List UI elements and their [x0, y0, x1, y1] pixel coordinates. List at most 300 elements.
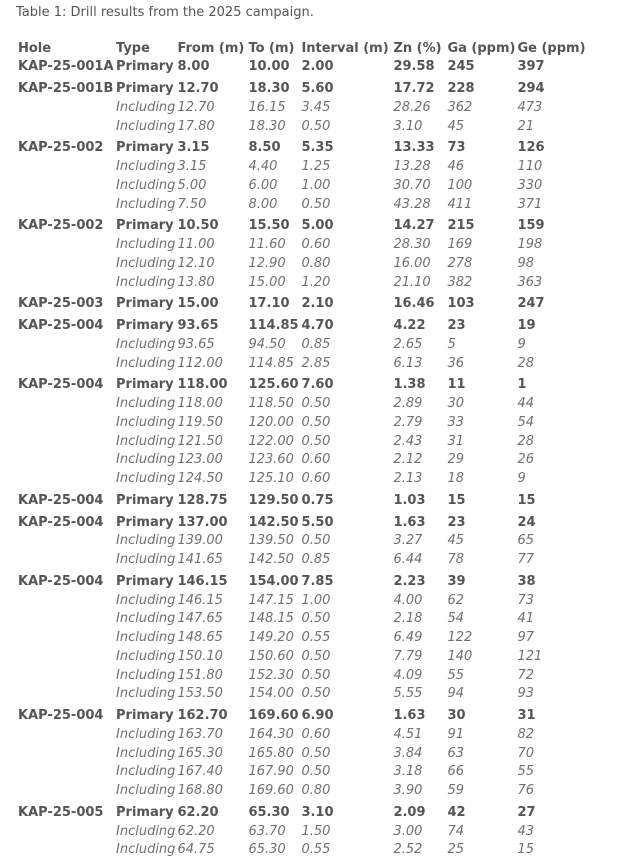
cell-type: Primary: [116, 81, 174, 97]
cell-type: Including: [116, 118, 176, 134]
cell-from: 141.65: [177, 552, 223, 568]
cell-hole: [16, 451, 114, 470]
cell-hole: [16, 195, 114, 214]
cell-ga: 5: [447, 336, 456, 352]
cell-zn: 28.30: [393, 237, 431, 253]
cell-from: 17.80: [177, 118, 215, 134]
cell-ga: 169: [447, 237, 473, 253]
cell-hole: [16, 336, 114, 355]
cell-interval: 0.50: [301, 764, 331, 780]
cell-to: 164.30: [248, 726, 294, 742]
cell-type: Including: [116, 823, 176, 839]
cell-ge: 159: [517, 218, 545, 234]
cell-to: 152.30: [248, 667, 294, 683]
cell-type: Including: [116, 177, 176, 193]
table-header-row: [16, 40, 587, 58]
cell-ga: 122: [447, 630, 473, 646]
cell-from: 139.00: [177, 533, 223, 549]
table-row-including: [16, 841, 587, 860]
cell-from: 11.00: [177, 237, 215, 253]
cell-to: 148.15: [248, 611, 294, 627]
cell-zn: 6.13: [393, 355, 423, 371]
cell-ga: 63: [447, 745, 464, 761]
table-row-including: [16, 117, 587, 136]
cell-interval: 3.45: [301, 99, 331, 115]
cell-from: 12.70: [177, 81, 219, 97]
table-row-primary: [16, 314, 587, 336]
cell-ge: 247: [517, 296, 545, 312]
table-row-including: [16, 822, 587, 841]
cell-ga: 78: [447, 552, 464, 568]
cell-ge: 27: [517, 804, 536, 820]
cell-ge: 55: [517, 764, 534, 780]
cell-ga: 103: [447, 296, 475, 312]
table-row-primary: [16, 77, 587, 99]
cell-interval: 0.55: [301, 630, 331, 646]
cell-hole: [16, 414, 114, 433]
cell-zn: 2.18: [393, 611, 423, 627]
cell-to: 154.00: [248, 686, 294, 702]
cell-ge: 19: [517, 318, 536, 334]
cell-interval: 7.60: [301, 377, 334, 393]
cell-hole: [16, 236, 114, 255]
cell-hole: KAP-25-004: [18, 318, 104, 334]
cell-from: 165.30: [177, 745, 223, 761]
cell-type: Primary: [116, 708, 174, 724]
cell-to: 114.85: [248, 355, 294, 371]
cell-interval: 7.85: [301, 573, 334, 589]
cell-hole: [16, 591, 114, 610]
cell-interval: 1.00: [301, 177, 331, 193]
cell-ge: 28: [517, 355, 534, 371]
cell-interval: 5.00: [301, 218, 334, 234]
cell-type: Including: [116, 471, 176, 487]
cell-interval: 0.50: [301, 667, 331, 683]
cell-from: 8.00: [177, 59, 210, 75]
cell-type: Including: [116, 726, 176, 742]
cell-to: 11.60: [248, 237, 286, 253]
cell-ga: 11: [447, 377, 466, 393]
cell-zn: 43.28: [393, 196, 431, 212]
cell-ga: 66: [447, 764, 464, 780]
cell-hole: [16, 629, 114, 648]
cell-zn: 2.89: [393, 396, 423, 412]
cell-hole: KAP-25-001B: [18, 81, 114, 97]
cell-to: 18.30: [248, 81, 290, 97]
cell-ge: 9: [517, 336, 526, 352]
cell-from: 7.50: [177, 196, 207, 212]
cell-hole: [16, 610, 114, 629]
cell-ge: 43: [517, 823, 534, 839]
cell-to: 147.15: [248, 592, 294, 608]
cell-ga: 18: [447, 471, 464, 487]
cell-ge: 371: [517, 196, 543, 212]
cell-hole: [16, 177, 114, 196]
cell-ga: 245: [447, 59, 475, 75]
cell-zn: 5.55: [393, 686, 423, 702]
table-row-primary: [16, 801, 587, 823]
cell-interval: 0.50: [301, 196, 331, 212]
cell-type: Including: [116, 842, 176, 858]
cell-ga: 55: [447, 667, 464, 683]
cell-zn: 4.09: [393, 667, 423, 683]
cell-from: 123.00: [177, 452, 223, 468]
cell-type: Primary: [116, 804, 174, 820]
cell-ge: 44: [517, 396, 534, 412]
cell-ga: 215: [447, 218, 475, 234]
cell-interval: 0.50: [301, 686, 331, 702]
cell-hole: KAP-25-002: [18, 140, 104, 156]
cell-zn: 14.27: [393, 218, 435, 234]
cell-to: 125.60: [248, 377, 299, 393]
cell-from: 12.10: [177, 255, 215, 271]
cell-ga: 140: [447, 648, 473, 664]
cell-zn: 6.44: [393, 552, 423, 568]
cell-zn: 29.58: [393, 59, 435, 75]
cell-hole: [16, 432, 114, 451]
cell-ga: 25: [447, 842, 464, 858]
cell-to: 123.60: [248, 452, 294, 468]
cell-ge: 77: [517, 552, 534, 568]
cell-from: 162.70: [177, 708, 228, 724]
cell-zn: 2.12: [393, 452, 423, 468]
cell-ge: 28: [517, 433, 534, 449]
cell-interval: 1.20: [301, 274, 331, 290]
col-header-to: To (m): [248, 41, 295, 56]
cell-type: Including: [116, 648, 176, 664]
cell-interval: 0.50: [301, 533, 331, 549]
cell-to: 120.00: [248, 414, 294, 430]
cell-to: 149.20: [248, 630, 294, 646]
cell-type: Including: [116, 274, 176, 290]
cell-from: 62.20: [177, 804, 219, 820]
cell-from: 3.15: [177, 159, 207, 175]
table-row-including: [16, 395, 587, 414]
cell-type: Including: [116, 414, 176, 430]
cell-from: 10.50: [177, 218, 219, 234]
cell-from: 12.70: [177, 99, 215, 115]
cell-interval: 0.80: [301, 783, 331, 799]
cell-ge: 397: [517, 59, 545, 75]
table-row-including: [16, 414, 587, 433]
table-row-including: [16, 195, 587, 214]
cell-type: Primary: [116, 140, 174, 156]
cell-interval: 0.50: [301, 648, 331, 664]
cell-zn: 6.49: [393, 630, 423, 646]
cell-from: 150.10: [177, 648, 223, 664]
cell-interval: 0.50: [301, 433, 331, 449]
cell-interval: 6.90: [301, 708, 334, 724]
cell-from: 118.00: [177, 377, 228, 393]
cell-hole: [16, 782, 114, 801]
table-row-including: [16, 273, 587, 292]
drill-results-table: [16, 40, 587, 860]
cell-interval: 2.85: [301, 355, 331, 371]
cell-interval: 3.10: [301, 804, 334, 820]
cell-to: 165.80: [248, 745, 294, 761]
table-row-primary: [16, 58, 587, 77]
cell-zn: 30.70: [393, 177, 431, 193]
cell-ga: 45: [447, 118, 464, 134]
table-row-including: [16, 158, 587, 177]
cell-ge: 97: [517, 630, 534, 646]
cell-ge: 15: [517, 842, 534, 858]
cell-zn: 2.79: [393, 414, 423, 430]
cell-to: 142.50: [248, 514, 299, 530]
cell-ga: 228: [447, 81, 475, 97]
cell-hole: KAP-25-001A: [18, 59, 114, 75]
cell-ga: 39: [447, 573, 466, 589]
cell-ge: 15: [517, 492, 536, 508]
cell-from: 13.80: [177, 274, 215, 290]
cell-hole: [16, 273, 114, 292]
cell-interval: 1.25: [301, 159, 331, 175]
cell-ga: 31: [447, 433, 464, 449]
cell-interval: 0.60: [301, 237, 331, 253]
cell-ga: 23: [447, 318, 466, 334]
table-caption: Table 1: Drill results from the 2025 campaign.: [16, 5, 314, 20]
cell-type: Including: [116, 611, 176, 627]
cell-ge: 473: [517, 99, 543, 115]
cell-hole: [16, 551, 114, 570]
cell-ge: 110: [517, 159, 543, 175]
cell-ge: 126: [517, 140, 545, 156]
cell-zn: 2.09: [393, 804, 426, 820]
table-row-including: [16, 470, 587, 489]
col-header-interval: Interval (m): [301, 41, 389, 56]
cell-type: Including: [116, 355, 176, 371]
cell-type: Including: [116, 396, 176, 412]
cell-from: 124.50: [177, 471, 223, 487]
cell-to: 10.00: [248, 59, 290, 75]
cell-ge: 70: [517, 745, 534, 761]
cell-type: Including: [116, 745, 176, 761]
cell-ga: 46: [447, 159, 464, 175]
cell-hole: [16, 117, 114, 136]
table-row-including: [16, 354, 587, 373]
cell-interval: 5.35: [301, 140, 334, 156]
cell-from: 118.00: [177, 396, 223, 412]
cell-hole: [16, 822, 114, 841]
cell-hole: [16, 685, 114, 704]
cell-type: Including: [116, 783, 176, 799]
cell-to: 17.10: [248, 296, 290, 312]
cell-interval: 0.50: [301, 118, 331, 134]
cell-to: 15.50: [248, 218, 290, 234]
cell-interval: 0.50: [301, 611, 331, 627]
cell-type: Including: [116, 452, 176, 468]
cell-ga: 29: [447, 452, 464, 468]
cell-ge: 54: [517, 414, 534, 430]
cell-ge: 330: [517, 177, 543, 193]
cell-from: 147.65: [177, 611, 223, 627]
cell-type: Including: [116, 667, 176, 683]
cell-ga: 411: [447, 196, 473, 212]
cell-zn: 4.22: [393, 318, 426, 334]
col-header-type: Type: [116, 41, 150, 56]
cell-interval: 0.85: [301, 552, 331, 568]
cell-to: 139.50: [248, 533, 294, 549]
cell-hole: KAP-25-004: [18, 708, 104, 724]
cell-ga: 73: [447, 140, 466, 156]
cell-type: Including: [116, 336, 176, 352]
cell-to: 65.30: [248, 842, 286, 858]
cell-hole: [16, 532, 114, 551]
cell-to: 12.90: [248, 255, 286, 271]
cell-type: Primary: [116, 492, 174, 508]
cell-type: Including: [116, 764, 176, 780]
cell-type: Primary: [116, 59, 174, 75]
table-row-primary: [16, 489, 587, 511]
cell-ge: 31: [517, 708, 536, 724]
cell-to: 8.00: [248, 196, 278, 212]
cell-type: Primary: [116, 573, 174, 589]
cell-ge: 198: [517, 237, 543, 253]
cell-zn: 28.26: [393, 99, 431, 115]
cell-ge: 38: [517, 573, 536, 589]
cell-interval: 0.85: [301, 336, 331, 352]
cell-from: 153.50: [177, 686, 223, 702]
cell-from: 146.15: [177, 592, 223, 608]
cell-ga: 74: [447, 823, 464, 839]
table-row-including: [16, 591, 587, 610]
table-row-including: [16, 610, 587, 629]
cell-to: 114.85: [248, 318, 299, 334]
cell-interval: 0.50: [301, 396, 331, 412]
cell-type: Primary: [116, 318, 174, 334]
table-row-primary: [16, 704, 587, 726]
cell-type: Including: [116, 592, 176, 608]
cell-ga: 45: [447, 533, 464, 549]
cell-zn: 1.63: [393, 708, 426, 724]
col-header-from: From (m): [177, 41, 245, 56]
cell-interval: 2.00: [301, 59, 334, 75]
cell-interval: 1.00: [301, 592, 331, 608]
table-row-primary: [16, 214, 587, 236]
cell-ga: 62: [447, 592, 464, 608]
cell-interval: 0.60: [301, 726, 331, 742]
cell-interval: 0.75: [301, 492, 334, 508]
table-row-primary: [16, 292, 587, 314]
cell-ge: 9: [517, 471, 526, 487]
cell-interval: 0.55: [301, 842, 331, 858]
cell-ge: 21: [517, 118, 534, 134]
table-row-including: [16, 532, 587, 551]
table-row-including: [16, 236, 587, 255]
cell-from: 128.75: [177, 492, 228, 508]
cell-type: Including: [116, 99, 176, 115]
cell-type: Primary: [116, 218, 174, 234]
cell-zn: 16.46: [393, 296, 435, 312]
cell-to: 169.60: [248, 708, 299, 724]
cell-ge: 121: [517, 648, 543, 664]
cell-from: 93.65: [177, 336, 215, 352]
cell-ga: 91: [447, 726, 464, 742]
cell-to: 154.00: [248, 573, 299, 589]
table-row-including: [16, 99, 587, 118]
cell-type: Primary: [116, 296, 174, 312]
cell-type: Including: [116, 630, 176, 646]
cell-hole: [16, 255, 114, 274]
cell-zn: 4.51: [393, 726, 423, 742]
cell-ge: 73: [517, 592, 534, 608]
cell-hole: [16, 158, 114, 177]
cell-interval: 0.60: [301, 471, 331, 487]
cell-zn: 1.63: [393, 514, 426, 530]
cell-hole: KAP-25-005: [18, 804, 104, 820]
col-header-hole: Hole: [18, 41, 52, 56]
cell-type: Including: [116, 159, 176, 175]
cell-ge: 72: [517, 667, 534, 683]
cell-hole: KAP-25-002: [18, 218, 104, 234]
cell-type: Including: [116, 686, 176, 702]
cell-hole: [16, 395, 114, 414]
cell-zn: 3.84: [393, 745, 423, 761]
cell-ge: 93: [517, 686, 534, 702]
cell-from: 112.00: [177, 355, 223, 371]
table-row-including: [16, 629, 587, 648]
cell-hole: KAP-25-003: [18, 296, 104, 312]
cell-ga: 30: [447, 708, 466, 724]
cell-hole: [16, 841, 114, 860]
cell-ge: 1: [517, 377, 527, 393]
cell-from: 93.65: [177, 318, 219, 334]
cell-zn: 1.38: [393, 377, 426, 393]
cell-zn: 2.43: [393, 433, 423, 449]
cell-from: 121.50: [177, 433, 223, 449]
cell-zn: 3.90: [393, 783, 423, 799]
cell-ge: 24: [517, 514, 536, 530]
cell-zn: 3.00: [393, 823, 423, 839]
cell-type: Including: [116, 237, 176, 253]
cell-interval: 0.80: [301, 255, 331, 271]
cell-ga: 94: [447, 686, 464, 702]
cell-zn: 3.27: [393, 533, 423, 549]
cell-to: 94.50: [248, 336, 286, 352]
cell-ga: 59: [447, 783, 464, 799]
cell-hole: [16, 648, 114, 667]
cell-from: 167.40: [177, 764, 223, 780]
table-row-including: [16, 744, 587, 763]
table-row-including: [16, 177, 587, 196]
cell-ga: 33: [447, 414, 464, 430]
cell-from: 5.00: [177, 177, 207, 193]
cell-ga: 362: [447, 99, 473, 115]
cell-hole: KAP-25-004: [18, 377, 104, 393]
cell-interval: 1.50: [301, 823, 331, 839]
cell-to: 15.00: [248, 274, 286, 290]
cell-zn: 4.00: [393, 592, 423, 608]
cell-from: 146.15: [177, 573, 228, 589]
cell-interval: 5.60: [301, 81, 334, 97]
cell-from: 137.00: [177, 514, 228, 530]
table-row-including: [16, 782, 587, 801]
cell-to: 125.10: [248, 471, 294, 487]
cell-ga: 36: [447, 355, 464, 371]
cell-to: 142.50: [248, 552, 294, 568]
cell-interval: 0.50: [301, 745, 331, 761]
cell-to: 129.50: [248, 492, 299, 508]
table-row-including: [16, 666, 587, 685]
col-header-zn: Zn (%): [393, 41, 442, 56]
cell-to: 122.00: [248, 433, 294, 449]
table-row-including: [16, 685, 587, 704]
cell-zn: 21.10: [393, 274, 431, 290]
cell-zn: 1.03: [393, 492, 426, 508]
cell-interval: 4.70: [301, 318, 334, 334]
cell-hole: [16, 354, 114, 373]
cell-hole: [16, 726, 114, 745]
